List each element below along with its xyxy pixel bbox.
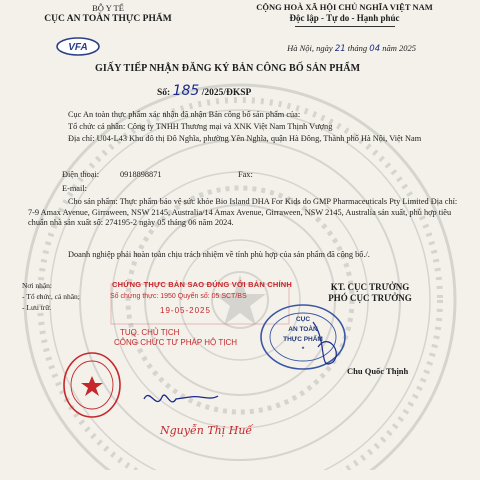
seal-line-1: CỤC (295, 316, 311, 323)
document-title: GIẤY TIẾP NHẬN ĐĂNG KÝ BẢN CÔNG BỐ SẢN PHẨM (95, 63, 361, 74)
signer-title-1: KT. CỤC TRƯỞNG (330, 282, 410, 292)
phone-label: Điện thoại: (62, 170, 100, 179)
recipient-1: - Tổ chức, cá nhân; (22, 292, 80, 301)
officer-name: Nguyễn Thị Huế (160, 424, 253, 437)
ministry-name: BỘ Y TẾ (92, 3, 124, 13)
organization-line: Tổ chức cá nhân: Công ty TNHH Thương mại và XNK Việt Nam Thịnh Vượng (68, 122, 333, 131)
recipient-2: - Lưu trữ. (22, 303, 52, 312)
handwritten-day: 21 (334, 44, 346, 54)
issue-date: Hà Nội, ngày 21 tháng 04 năm 2025 (287, 43, 416, 54)
certified-copy-title: CHỨNG THỰC BẢN SAO ĐÚNG VỚI BẢN CHÍNH (112, 280, 292, 289)
seal-line-2: AN TOÀN (288, 326, 318, 333)
chairman-signature (140, 385, 220, 415)
national-motto: Độc lập - Tự do - Hạnh phúc (289, 13, 400, 23)
ward-red-seal (62, 350, 122, 420)
recipients-label: Nơi nhận: (22, 281, 53, 290)
chairman-title: CÔNG CHỨC TƯ PHÁP HỘ TỊCH (114, 338, 238, 347)
seal-line-3: THỰC PHẨM (283, 336, 323, 343)
responsibility-paragraph: Doanh nghiệp phải hoàn toàn chịu trách nhiệm về tính phù hợp của sản phẩm đã công bố./. (68, 250, 370, 259)
certified-copy-date: 19-05-2025 (160, 306, 211, 315)
fax-label: Fax: (238, 170, 253, 179)
seal-line-4: * (301, 346, 305, 353)
intro-paragraph: Cục An toàn thực phẩm xác nhận đã nhận Bản công bố sản phẩm của: (68, 110, 301, 119)
document-number: Số: 185 /2025/ĐKSP (157, 83, 252, 99)
motto-underline (295, 26, 395, 27)
signer-name: Chu Quốc Thịnh (347, 366, 409, 376)
signer-title-2: PHÓ CỤC TRƯỞNG (328, 293, 412, 303)
chairman-proxy-label: TUQ. CHỦ TỊCH (120, 328, 180, 337)
email-label: E-mail: (62, 184, 87, 193)
phone-value: 0918898871 (120, 170, 162, 179)
svg-text:VFA: VFA (68, 42, 88, 53)
republic-name: CỘNG HOÀ XÃ HỘI CHỦ NGHĨA VIỆT NAM (256, 2, 433, 12)
certified-copy-number: Số chứng thực: 1950 Quyển số: 05 SCT/BS (110, 293, 247, 300)
vfa-logo (56, 37, 100, 56)
handwritten-number: 185 (172, 83, 200, 99)
handwritten-month: 04 (369, 44, 381, 54)
agency-name: CỤC AN TOÀN THỰC PHẨM (44, 14, 172, 24)
address-line: Địa chỉ: U04-L43 Khu đô thị Đô Nghĩa, phường Yên Nghĩa, quận Hà Đông, Thành phố Hà Nội, Việt Nam (68, 134, 422, 143)
product-paragraph: Cho sản phẩm: Thực phẩm bảo vệ sức khỏe Bio Island DHA For Kids do GMP Pharmaceuticals Pty Limited Địa chỉ: 7-9 Amax Avenue, Girraween, NSW 2145, Australia/14 Amax Avenue, Girraween, NSW 2145, Australia sản xuất, phù hợp tiêu chuẩn nhà sản xuất số: 274195-2 ngày 05 tháng 06 năm 2024. (28, 197, 458, 227)
